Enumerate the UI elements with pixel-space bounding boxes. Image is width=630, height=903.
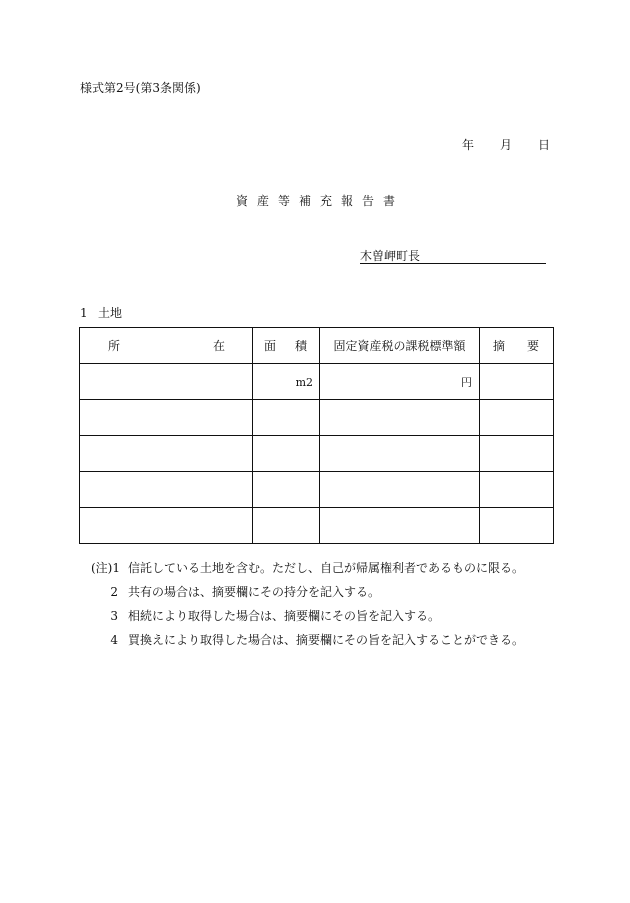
location-cell[interactable] [80, 472, 253, 508]
table-header-row [80, 328, 554, 364]
tax-standard-cell[interactable] [320, 508, 480, 544]
area-cell[interactable] [253, 472, 320, 508]
area-cell[interactable] [253, 400, 320, 436]
tax-standard-unit: 円 [461, 375, 472, 389]
date-day-label: 日 [538, 138, 551, 152]
table-row [80, 508, 554, 544]
note-label: (注)1 [91, 561, 120, 575]
note-item [80, 628, 524, 652]
header-area: 面 積 [253, 328, 320, 364]
location-cell[interactable] [80, 400, 253, 436]
header-tax-standard: 固定資産税の課税標準額 [320, 328, 480, 364]
note-item [80, 556, 524, 580]
remarks-cell[interactable] [480, 364, 554, 400]
location-cell[interactable] [80, 364, 253, 400]
area-cell[interactable] [253, 436, 320, 472]
section-label: 土地 [98, 306, 123, 320]
form-number: 様式第2号(第3条関係) [80, 81, 201, 95]
remarks-cell[interactable] [480, 400, 554, 436]
date-year-label: 年 [462, 138, 475, 152]
tax-standard-cell[interactable] [320, 400, 480, 436]
note-item [80, 604, 524, 628]
remarks-cell[interactable] [480, 508, 554, 544]
table-row [80, 436, 554, 472]
note-text: 共有の場合は、摘要欄にその持分を記入する。 [128, 585, 381, 599]
document-title: 資産等補充報告書 [236, 194, 405, 208]
notes [80, 556, 524, 652]
remarks-cell[interactable] [480, 472, 554, 508]
area-cell[interactable] [253, 364, 320, 400]
note-text: 買換えにより取得した場合は、摘要欄にその旨を記入することができる。 [128, 633, 525, 647]
section-heading [80, 304, 122, 321]
note-item [80, 580, 524, 604]
addressee-line[interactable] [360, 247, 546, 264]
tax-standard-cell[interactable] [320, 472, 480, 508]
table-row [80, 472, 554, 508]
date-line [462, 136, 550, 153]
header-location: 所 在 [80, 328, 253, 364]
section-number: 1 [80, 306, 88, 320]
tax-standard-cell[interactable] [320, 364, 480, 400]
location-cell[interactable] [80, 508, 253, 544]
area-unit: m2 [295, 375, 313, 389]
note-text: 信託している土地を含む。ただし、自己が帰属権利者であるものに限る。 [128, 561, 525, 575]
note-label: 4 [110, 633, 118, 647]
remarks-cell[interactable] [480, 436, 554, 472]
table-row [80, 400, 554, 436]
land-table [79, 327, 554, 544]
note-text: 相続により取得した場合は、摘要欄にその旨を記入する。 [128, 609, 441, 623]
area-cell[interactable] [253, 508, 320, 544]
table-row [80, 364, 554, 400]
header-remarks: 摘 要 [480, 328, 554, 364]
note-label: 2 [110, 585, 118, 599]
location-cell[interactable] [80, 436, 253, 472]
tax-standard-cell[interactable] [320, 436, 480, 472]
date-month-label: 月 [500, 138, 513, 152]
note-label: 3 [110, 609, 118, 623]
addressee-name: 木曽岬町長 [360, 249, 421, 263]
